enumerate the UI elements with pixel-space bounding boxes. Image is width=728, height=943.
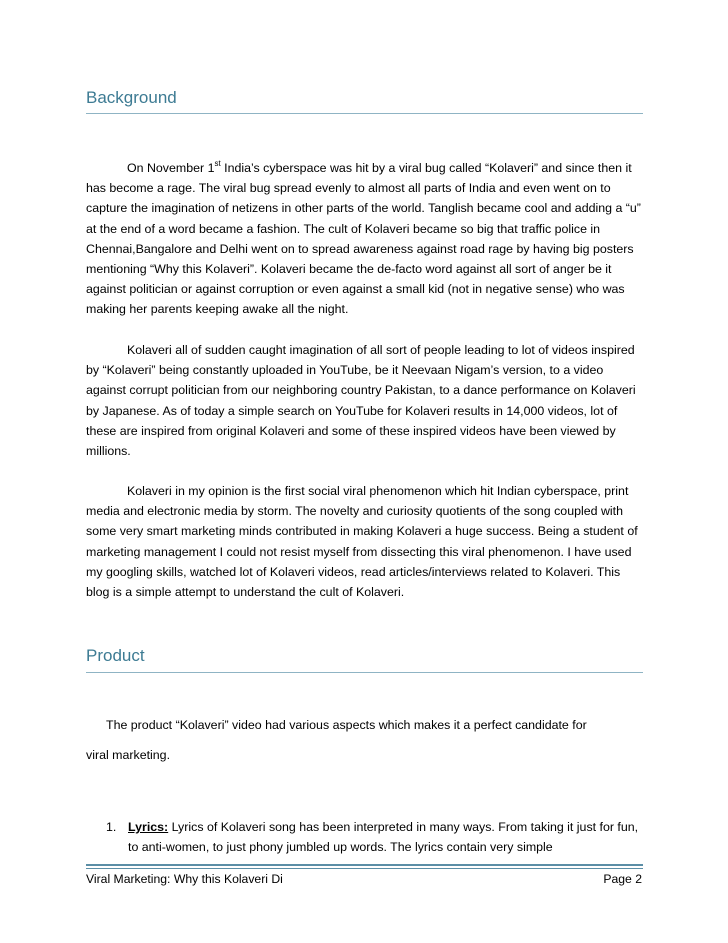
product-intro-line-1: The product “Kolaveri” video had various aspects which makes it a perfect candidate for xyxy=(106,718,587,732)
list-term: Lyrics: xyxy=(128,820,169,834)
paragraph-text: On November 1 xyxy=(127,161,215,175)
background-paragraph-3: Kolaveri in my opinion is the first social viral phenomenon which hit Indian cyberspace, print media and electronic media by storm. The novelty and curiosity quotients of the song coupled with some very smart marketing minds contributed in making Kolaveri a huge success. Being a student of marketing management I could not resist myself from dissecting this viral phenomenon. I have used my googling skills, watched lot of Kolaveri videos, read articles/interviews related to Kolaveri. This blog is a simple attempt to understand the cult of Kolaveri. xyxy=(86,484,638,600)
footer-rule xyxy=(86,864,643,866)
paragraph-text: India’s cyberspace was hit by a viral bug called “Kolaveri” and since then it has become a rage. The viral bug spread evenly to almost all parts of India and even went on to capture the imagination of netizens in other parts of the world. Tanglish became cool and adding a “u” at the end of a word became a fashion. The cult of Kolaveri became so big that traffic police in Chennai,Bangalore and Delhi went on to spread awareness against road rage by having big posters mentioning “Why this Kolaveri”. Kolaveri became the de-facto word against all sort of anger be it against politician or against corruption or even against a small kid (not in negative sense) who was making her parents keeping awake all the night. xyxy=(86,161,641,317)
list-number: 1. xyxy=(106,820,117,834)
section-heading-background: Background xyxy=(86,88,177,107)
footer-title: Viral Marketing: Why this Kolaveri Di xyxy=(86,872,283,886)
background-paragraph-2: Kolaveri all of sudden caught imagination of all sort of people leading to lot of videos inspired by “Kolaveri” being constantly uploaded in YouTube, be it Neevaan Nigam’s version, to a video against corrupt politician from our neighboring country Pakistan, to a dance performance on Kolaveri by Japanese. As of today a simple search on YouTube for Kolaveri results in 14,000 videos, lot of these are inspired from original Kolaveri and some of these inspired videos have been viewed by millions. xyxy=(86,343,636,459)
heading-rule xyxy=(86,672,643,673)
section-heading-product: Product xyxy=(86,646,145,665)
heading-rule xyxy=(86,113,643,114)
list-text: Lyrics of Kolaveri song has been interpreted in many ways. From taking it just for fun, to anti-women, to just phony jumbled up words. The lyrics contain very simple xyxy=(128,820,639,855)
superscript: st xyxy=(214,159,221,168)
product-intro-line-2: viral marketing. xyxy=(86,748,171,762)
footer-page-number: Page 2 xyxy=(603,872,642,886)
product-aspects-list xyxy=(106,817,646,857)
list-item xyxy=(106,817,646,857)
footer-rule xyxy=(86,868,643,869)
background-paragraph-1 xyxy=(86,158,646,320)
